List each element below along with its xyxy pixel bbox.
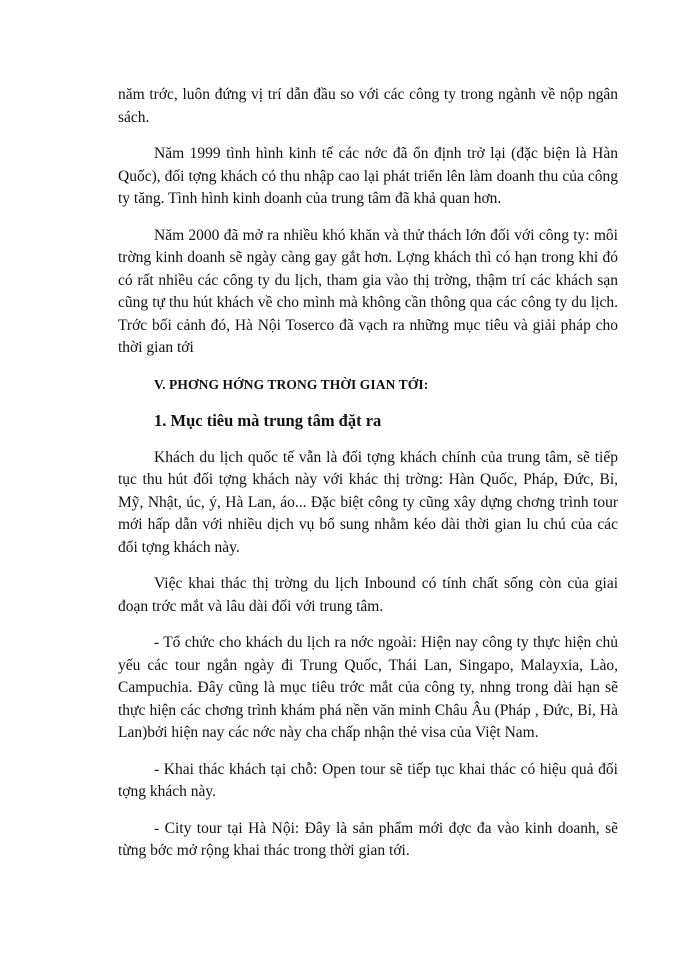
paragraph-intro-continuation: năm trớc, luôn đứng vị trí dẫn đầu so với các công ty trong ngành về nộp ngân sách. xyxy=(118,86,618,126)
paragraph-inbound-market: Việc khai thác thị trờng du lịch Inbound có tính chất sống còn của giai đoạn trớc mắt và lâu dài đối với trung tâm. xyxy=(118,575,618,615)
bullet-outbound-tours: - Tổ chức cho khách du lịch ra nớc ngoài: Hiện nay công ty thực hiện chủ yếu các tour ngắn ngày đi Trung Quốc, Thái Lan, Singapo, Malayxia, Lào, Campuchia. Đây cũng là mục tiêu trớc mắt của công ty, nhng trong dài hạn sẽ thực hiện các chơng trình khám phá nền văn minh Châu Âu (Pháp , Đức, Bỉ, Hà Lan)bởi hiện nay các nớc này cha chấp nhận thẻ visa của Việt Nam. xyxy=(118,634,618,741)
document-page xyxy=(118,84,618,877)
paragraph-1999: Năm 1999 tình hình kinh tế các nớc đã ổn định trở lại (đặc biện là Hàn Quốc), đối tợng khách có thu nhập cao lại phát triển lên làm doanh thu của công ty tăng. Tình hình kinh doanh của trung tâm đã khả quan hơn. xyxy=(118,145,618,207)
subsection-heading: 1. Mục tiêu mà trung tâm đặt ra xyxy=(154,411,382,430)
section-heading: V. PHƠNG HỚNG TRONG THỜI GIAN TỚI: xyxy=(154,376,429,392)
paragraph-2000: Năm 2000 đã mở ra nhiều khó khăn và thử thách lớn đối với công ty: môi trờng kinh doanh sẽ ngày càng gay gắt hơn. Lợng khách thì có hạn trong khi đó có rất nhiều các công ty du lịch, tham gia vào thị trờng, thậm trí các khách sạn cũng tự thu hút khách về cho mình mà không cần thông qua các công ty du lịch. Trớc bối cảnh đó, Hà Nội Toserco đã vạch ra những mục tiêu và giải pháp cho thời gian tới xyxy=(118,226,618,356)
bullet-local-customers: - Khai thác khách tại chỗ: Open tour sẽ tiếp tục khai thác có hiệu quả đối tợng khách này. xyxy=(118,760,618,800)
bullet-city-tour: - City tour tại Hà Nội: Đây là sản phẩm mới đợc đa vào kinh doanh, sẽ từng bớc mở rộng khai thác trong thời gian tới. xyxy=(118,819,618,859)
paragraph-international-tourists: Khách du lịch quốc tế vẫn là đối tợng khách chính của trung tâm, sẽ tiếp tục thu hút đối tợng khách này với khác thị trờng: Hàn Quốc, Pháp, Đức, Bỉ, Mỹ, Nhật, úc, ý, Hà Lan, áo... Đặc biệt công ty cũng xây dựng chơng trình tour mới hấp dẫn với nhiều dịch vụ bổ sung nhằm kéo dài thời gian lu chú của các đối tợng khách này. xyxy=(118,448,618,556)
